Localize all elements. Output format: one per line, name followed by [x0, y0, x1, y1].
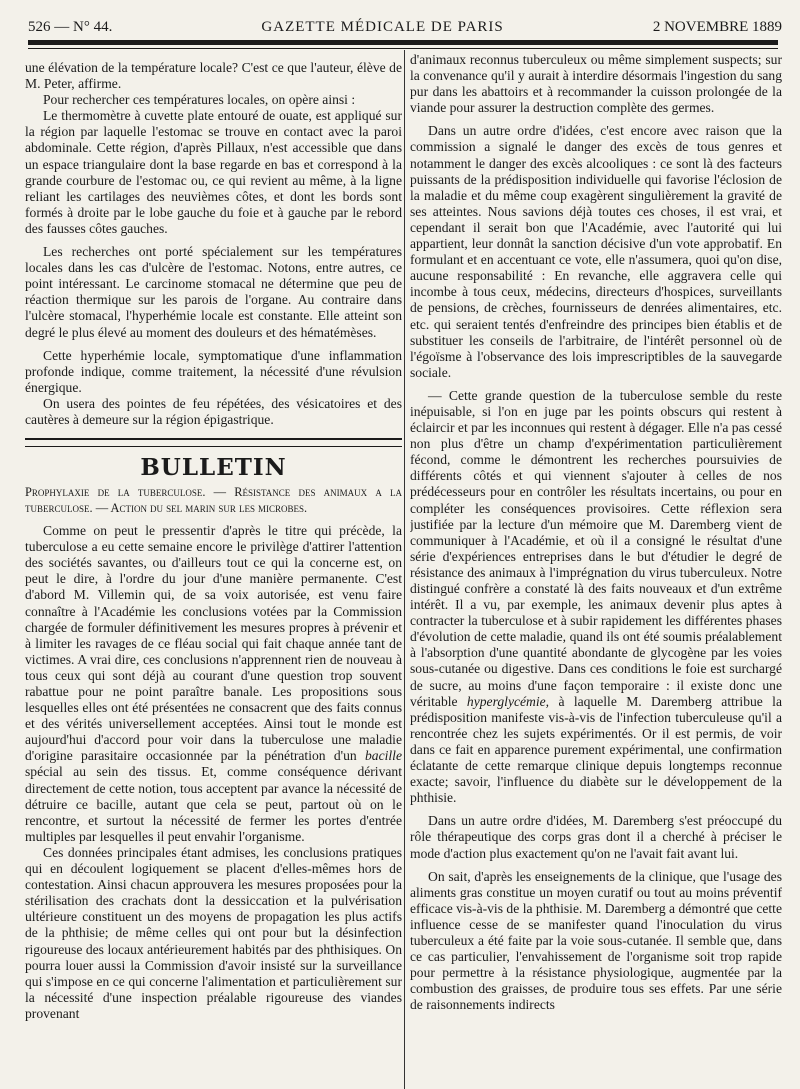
text-run: — Cette grande question de la tuberculose semble du reste inépuisable, si l'on en juge par les points obscurs qui restent à éclaircir et par les inconnues qui restent à dégager. Elle n'a pas cessé non plus d'être un champ d'expérimentation particulièrement fécond, comme le démontrent les recherches poursuivies de différents côtés et qui viennent s'ajouter à celles de nos prédécesseurs pour en contrôler les résultats incertains, ou pour en compléter les conséquences provisoires. Cette réflexion sera justifiée par la lecture d'un mémoire que M. Daremberg vient de communiquer à l'Académie, et où il a consigné le résultat d'une série d'expériences entreprises dans le but d'étudier le degré de résistance des animaux à l'imprégnation du virus tuberculeux. Notre distingué confrère a constaté là des faits nouveaux et d'un extrême intérêt. Il a vu, par exemple, les animaux devenir plus aptes à contracter la tuberculose et à subir rapidement les différentes phases d'évolution de cette maladie, quand ils ont été soumis préalablement à l'absorption d'une quantité abondante de glycogène par les voies sous-cutanée ou digestive. Dans ces conditions le foie est surchargé de sucre, au moins d'une façon temporaire : il existe donc une véritable	[410, 387, 782, 709]
text-run: à laquelle M. Daremberg attribue la prédisposition manifeste vis-à-vis de l'infection tuberculeuse qu'il a rencontrée chez les sujets expérimentés. Or il est permis, de voir dans ce fait en apparence purement expérimental, une confirmation éclatante de cette remarque clinique depuis longtemps reconnue exacte; savoir, l'influence du diabète sur le développement de la phthisie.	[410, 693, 782, 806]
paragraph: Dans un autre ordre d'idées, c'est encore avec raison que la commission a signalé le danger des excès de tous genres et notamment le danger des excès alcooliques : ce sont là des facteurs puissants de la prédisposition individuelle qui favorise l'éclosion de la maladie et du même coup exagèrent singulièrement la gravité de ses atteintes. Nous savions déjà toutes ces choses, il est vrai, et cependant il serait bon que l'Académie, avec l'autorité qui lui appartient, leur donnât la sanction décisive d'un vote approbatif. En formulant et en accentuant ce vote, elle n'assumera, quoi qu'on dise, aucune responsabilité : En revanche, elle aggravera celle qui incombe à tous ceux, médecins, directeurs d'hospices, surveillants de pensions, de crèches, fournisseurs de denrées alimentaires, etc. etc. qui seraient tentés d'enfreindre des principes bien établis et de substituer les conseils de l'arbitraire, de l'intérêt personnel où de l'égoïsme à l'observance des lois imprescriptibles de la sauvegarde sociale.	[410, 123, 782, 380]
header-rule-thin	[28, 48, 778, 49]
italic-term: hyperglycémie,	[466, 693, 550, 709]
journal-title: GAZETTE MÉDICALE DE PARIS	[261, 19, 504, 35]
column-divider	[404, 50, 405, 1089]
page-header	[28, 10, 782, 36]
section-title: BULLETIN	[140, 454, 287, 482]
section-subhead: Prophylaxie de la tuberculose. — Résistance des animaux a la tuberculose. — Action du sel marin sur les microbes.	[25, 485, 402, 515]
paragraph	[410, 388, 782, 806]
header-rule	[28, 40, 778, 45]
text-run: spécial au sein des tissus. Et, comme conséquence dérivant directement de cette notion, tous acceptent par avance la nécessité de détruire ce bacille, autant que cela se peut, partout où on le rencontre, et surtout la nécessité de fermer les portes d'entrée multiples par lesquelles il peut envahir l'organisme.	[25, 764, 402, 844]
paragraph: une élévation de la température locale? C'est ce que l'auteur, élève de M. Peter, affirme.	[25, 60, 402, 92]
paragraph: Pour rechercher ces températures locales, on opère ainsi :	[43, 92, 356, 108]
section-rule-thin	[25, 446, 402, 447]
italic-term: bacille	[365, 748, 402, 764]
left-column	[25, 60, 402, 1089]
page-number: 526 — N° 44.	[28, 19, 113, 35]
paragraph: On usera des pointes de feu répétées, des vésicatoires et des cautères à demeure sur la région épigastrique.	[25, 395, 402, 427]
paragraph: Dans un autre ordre d'idées, M. Daremberg s'est préoccupé du rôle thérapeutique des corps gras dont il a cherché à préciser le mode d'action plus exactement qu'on ne l'avait fait avant lui.	[410, 813, 782, 861]
section-rule	[25, 438, 402, 440]
paragraph: d'animaux reconnus tuberculeux ou même simplement suspects; sur la convenance qu'il y aurait à interdire désormais l'ingestion du sang pur dans les abattoirs et à recommander la cuisson prolongée de la viande pour assurer la destruction complète des germes.	[410, 52, 782, 116]
paragraph: Cette hyperhémie locale, symptomatique d'une inflammation profonde indique, comme traitement, la nécessité d'une révulsion énergique.	[25, 347, 402, 395]
paragraph: Les recherches ont porté spécialement sur les températures locales dans les cas d'ulcère de l'estomac. Notons, entre autres, ce point intéressant. Le carcinome stomacal ne détermine que peu de réaction thermique sur les parois de l'organe. Au contraire dans l'ulcère stomacal, l'hyperhémie locale est constante. Elle atteint son degré le plus élevé au moment des douleurs et des hématémèses.	[25, 244, 402, 340]
issue-date: 2 NOVEMBRE 1889	[652, 19, 782, 35]
text-run: Comme on peut le pressentir d'après le titre qui précède, la tuberculose a eu cette semaine encore le privilège d'attirer l'attention des sociétés savantes, ou d'ailleurs tout ce qui la concerne est, on peut le dire, à l'ordre du jour d'une manière permanente. C'est d'abord M. Villemin qui, de sa voix autorisée, est venu faire connaître à l'Académie les conclusions votées par la Commission chargée de formuler définitivement les mesures propres à prévenir et à limiter les ravages de ce fléau social qui fait chaque année tant de victimes. A vrai dire, ces conclusions n'apprennent rien de nouveau à tous ceux qui sont déjà au courant d'une question trop souvent rabattue pour ne point paraître banale. Les propositions sous lesquelles elles ont été présentées ne consacrent que des faits connus et des vérités universellement acceptées. Ainsi tout le monde est aujourd'hui d'accord pour voir dans la tuberculose une maladie d'origine parasitaire occasionnée par la pénétration d'un	[25, 523, 402, 764]
paragraph: On sait, d'après les enseignements de la clinique, que l'usage des aliments gras constitue un moyen curatif ou tout au moins préventif efficace vis-à-vis de la phthisie. M. Daremberg a démontré que cette influence cesse de se manifester quand l'inoculation du virus tuberculeux a été faite par la voie sous-cutanée. Il semble que, dans ce cas particulier, l'envahissement de l'organisme soit trop rapide pour permettre à la résistance physiologique, augmentée par la combustion des graisses, de produire tous ses effets. Par une série de raisonnements indirects	[410, 868, 782, 1013]
paragraph: Ces données principales étant admises, les conclusions pratiques qui en découlent logiquement se placent d'elles-mêmes hors de contestation. Ainsi chacun approuvera les mesures proposées pour la stérilisation des crachats dont la dessiccation et la pulvérisation ultérieure constituent un des moyens de propagation les plus actifs de la phthisie; de même celles qui ont pour but la désinfection rigoureuse des locaux antérieurement habités par des phthisiques. On pourra louer aussi la Commission d'avoir insisté sur la surveillance qui s'impose en ce qui concerne l'alimentation et particulièrement sur la nécessité d'une inspection préalable rigoureuse des viandes provenant	[25, 844, 402, 1021]
paragraph	[25, 523, 402, 845]
paragraph: Le thermomètre à cuvette plate entouré de ouate, est appliqué sur la région par laquelle l'estomac se trouve en contact avec la paroi abdominale. Cette région, d'après Pillaux, n'est accessible que dans un espace triangulaire dont la base regarde en bas et correspond à la grande courbure de l'estomac ou, ce qui revient au même, à la ligne reliant les cartilages des neuvièmes côtes, et dont les bords sont formés à droite par le lobe gauche du foie et à gauche par le rebord des fausses côtes gauches.	[25, 108, 402, 236]
right-column	[410, 52, 782, 1089]
